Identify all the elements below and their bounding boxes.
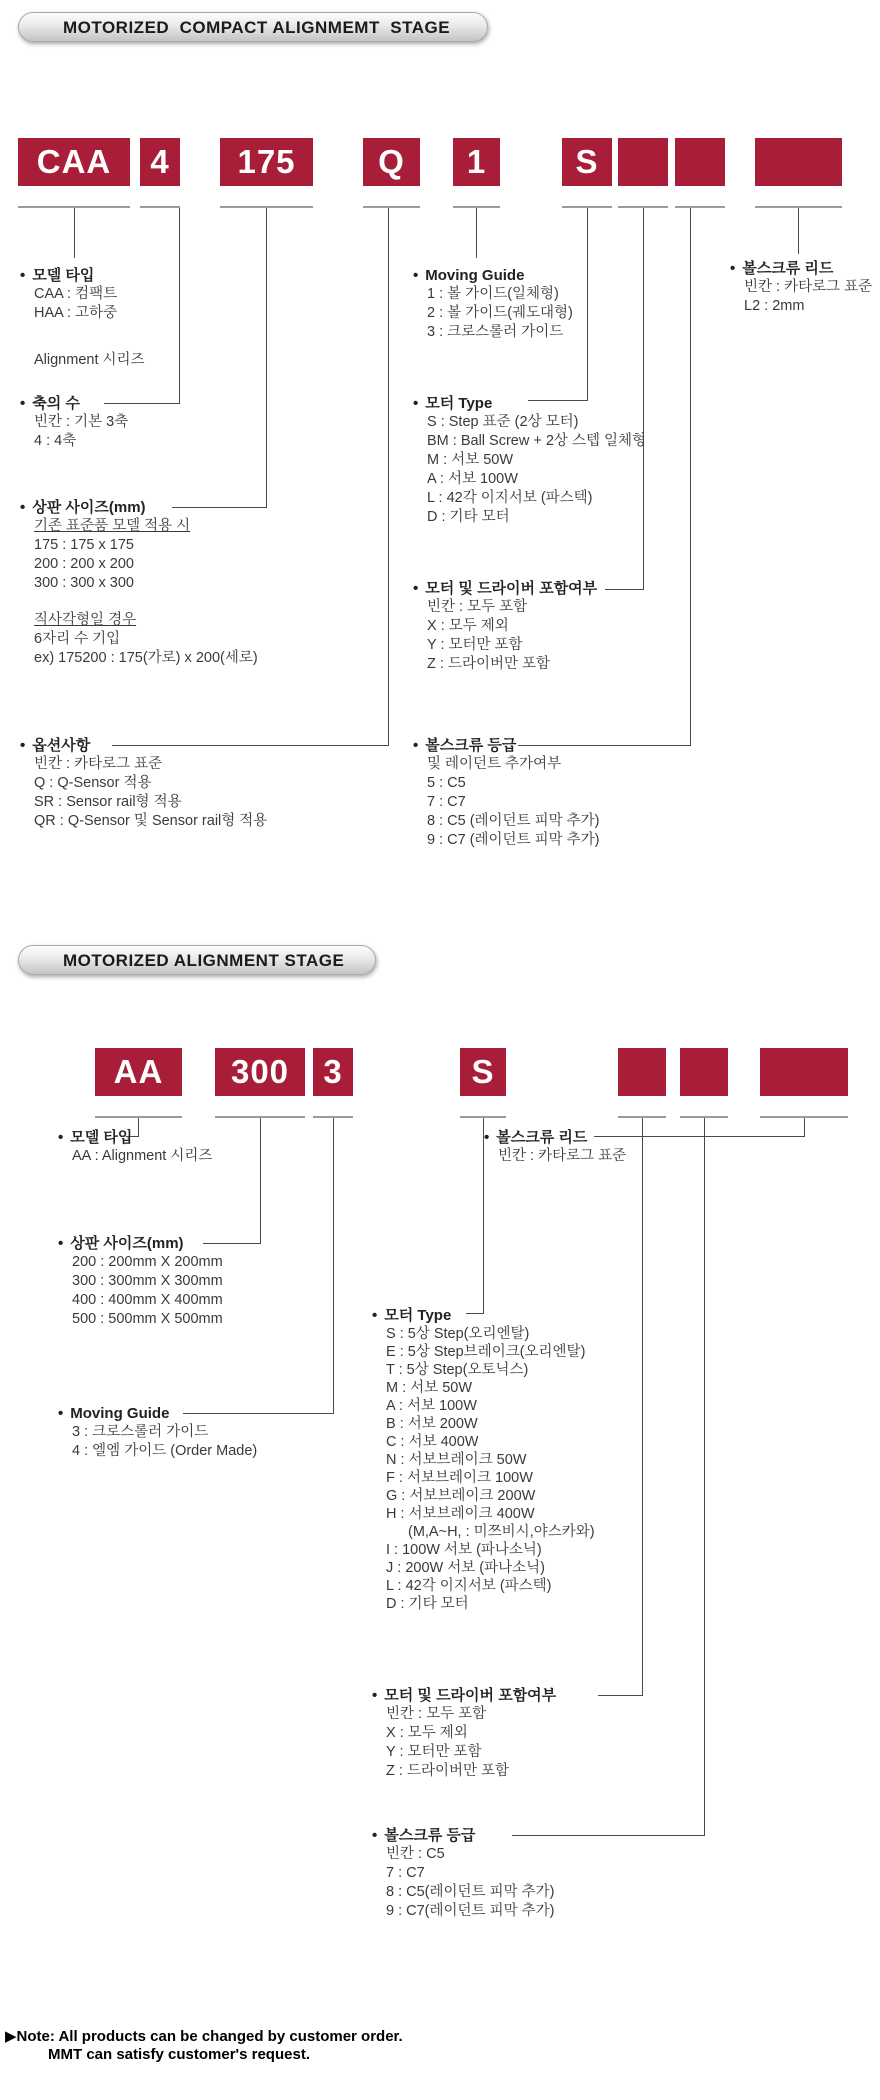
bullet-icon: • bbox=[20, 267, 26, 284]
motor-type-item: BM : Ball Screw + 2상 스텝 일체형 bbox=[427, 433, 647, 449]
heading-label: 모델 타입 bbox=[32, 267, 95, 284]
bullet-icon: • bbox=[58, 1129, 64, 1146]
connector-vertical bbox=[333, 1118, 334, 1414]
motor-type-item: A : 서보 100W bbox=[386, 1398, 477, 1414]
bullet-icon: • bbox=[20, 395, 26, 412]
bullet-icon: • bbox=[20, 737, 26, 754]
plate-size-item: ex) 175200 : 175(가로) x 200(세로) bbox=[34, 650, 258, 666]
motor-driver-incl-heading-2 bbox=[372, 1686, 556, 1705]
motor-driver-incl-heading bbox=[413, 579, 597, 598]
ballscrew-lead-item: 빈칸 : 카타로그 표준 bbox=[498, 1148, 627, 1164]
connector-vertical bbox=[587, 208, 588, 401]
plate-size-heading bbox=[20, 498, 258, 517]
ballscrew-lead-heading bbox=[730, 259, 872, 278]
connector-vertical bbox=[388, 208, 389, 746]
motor-driver-incl-item: X : 모두 제외 bbox=[386, 1725, 468, 1741]
bullet-icon: • bbox=[413, 737, 419, 754]
bullet-icon: • bbox=[20, 499, 26, 516]
tick-line bbox=[675, 206, 725, 208]
motor-type-item: F : 서보브레이크 100W bbox=[386, 1470, 533, 1486]
plate-size-item: 300 : 300 x 300 bbox=[34, 575, 134, 591]
code-box-grade-2 bbox=[680, 1048, 728, 1096]
axis-count-item: 4 : 4축 bbox=[34, 433, 77, 449]
heading-label: 모터 Type bbox=[384, 1307, 452, 1324]
plate-size-item: 400 : 400mm X 400mm bbox=[72, 1292, 223, 1308]
plate-size-item: 6자리 수 기입 bbox=[34, 631, 121, 647]
tick-line bbox=[140, 206, 180, 208]
ballscrew-lead-block bbox=[730, 259, 872, 316]
plate-size-heading-2 bbox=[58, 1234, 223, 1253]
bullet-icon: • bbox=[413, 395, 419, 412]
heading-label: 모터 Type bbox=[425, 395, 493, 412]
motor-type-item: G : 서보브레이크 200W bbox=[386, 1488, 536, 1504]
motor-type-item: N : 서보브레이크 50W bbox=[386, 1452, 527, 1468]
bullet-icon: • bbox=[372, 1307, 378, 1324]
code-box-axis: 4 bbox=[140, 138, 180, 186]
moving-guide-item: 2 : 볼 가이드(궤도대형) bbox=[427, 305, 573, 321]
moving-guide-item: 3 : 크로스롤러 가이드 bbox=[72, 1424, 209, 1440]
connector-vertical bbox=[260, 1118, 261, 1244]
model-type-item: Alignment 시리즈 bbox=[34, 352, 145, 368]
code-box-option: Q bbox=[363, 138, 420, 186]
options-item: SR : Sensor rail형 적용 bbox=[34, 794, 182, 810]
motor-driver-incl-item: X : 모두 제외 bbox=[427, 618, 509, 634]
motor-type-item: I : 100W 서보 (파나소닉) bbox=[386, 1542, 542, 1558]
ballscrew-grade-heading-2 bbox=[372, 1826, 554, 1845]
code-box-incl-2 bbox=[618, 1048, 666, 1096]
axis-count-item: 빈칸 : 기본 3축 bbox=[34, 414, 129, 430]
ballscrew-grade-item: 8 : C5 (레이던트 피막 추가) bbox=[427, 813, 600, 829]
options-item: QR : Q-Sensor 및 Sensor rail형 적용 bbox=[34, 813, 268, 829]
options-item: 빈칸 : 카타로그 표준 bbox=[34, 756, 163, 772]
model-type-block bbox=[20, 266, 145, 370]
heading-label: 볼스크류 리드 bbox=[496, 1129, 588, 1146]
footer-note-line1: ▶Note: All products can be changed by customer order. bbox=[5, 2028, 403, 2045]
heading-label: 볼스크류 리드 bbox=[742, 260, 834, 277]
ballscrew-grade-item: 5 : C5 bbox=[427, 775, 466, 791]
code-box-motor: S bbox=[562, 138, 612, 186]
motor-driver-incl-item: Y : 모터만 포함 bbox=[386, 1744, 482, 1760]
connector-vertical bbox=[704, 1118, 705, 1836]
connector-vertical bbox=[476, 208, 477, 258]
motor-type-item: T : 5상 Step(오토닉스) bbox=[386, 1362, 529, 1378]
motor-type-item: (M,A~H, : 미쯔비시,야스카와) bbox=[408, 1524, 595, 1540]
heading-label: 모터 및 드라이버 포함여부 bbox=[425, 580, 598, 597]
moving-guide-item: 1 : 볼 가이드(일체형) bbox=[427, 286, 559, 302]
code-box-incl bbox=[618, 138, 668, 186]
heading-label: Moving Guide bbox=[70, 1405, 170, 1422]
motor-type-heading bbox=[413, 394, 646, 413]
bullet-icon: • bbox=[372, 1687, 378, 1704]
connector-horizontal bbox=[605, 589, 644, 590]
code-box-lead-2 bbox=[760, 1048, 848, 1096]
model-type-heading bbox=[20, 266, 145, 285]
motor-type-item: C : 서보 400W bbox=[386, 1434, 479, 1450]
connector-vertical bbox=[179, 208, 180, 404]
connector-horizontal bbox=[598, 1695, 643, 1696]
connector-vertical bbox=[74, 208, 75, 258]
moving-guide-block bbox=[413, 266, 573, 342]
connector-vertical bbox=[642, 1118, 643, 1696]
code-box-guide-2: 3 bbox=[313, 1048, 353, 1096]
code-box-lead bbox=[755, 138, 842, 186]
motor-type-item: L : 42각 이지서보 (파스텍) bbox=[427, 490, 593, 506]
bullet-icon: • bbox=[413, 267, 419, 284]
heading-label: 축의 수 bbox=[32, 395, 80, 412]
connector-vertical bbox=[690, 208, 691, 746]
heading-label: 볼스크류 등급 bbox=[384, 1827, 476, 1844]
ballscrew-lead-block-2 bbox=[484, 1128, 626, 1166]
ballscrew-grade-block-2 bbox=[372, 1826, 554, 1921]
moving-guide-item: 4 : 엘엠 가이드 (Order Made) bbox=[72, 1443, 258, 1459]
options-block bbox=[20, 736, 267, 831]
heading-label: 옵션사항 bbox=[32, 737, 91, 754]
connector-vertical bbox=[804, 1118, 805, 1137]
heading-label: 모터 및 드라이버 포함여부 bbox=[384, 1687, 557, 1704]
ballscrew-grade-item: 9 : C7(레이던트 피막 추가) bbox=[386, 1903, 555, 1919]
moving-guide-block-2 bbox=[58, 1404, 257, 1461]
heading-label: Moving Guide bbox=[425, 267, 525, 284]
ballscrew-grade-block bbox=[413, 736, 599, 850]
motor-driver-incl-block-2 bbox=[372, 1686, 556, 1781]
moving-guide-heading-2 bbox=[58, 1404, 257, 1423]
code-box-size: 175 bbox=[220, 138, 313, 186]
axis-count-block bbox=[20, 394, 128, 451]
ballscrew-grade-item: 7 : C7 bbox=[386, 1865, 425, 1881]
bullet-icon: • bbox=[413, 580, 419, 597]
heading-label: 상판 사이즈(mm) bbox=[32, 499, 146, 516]
motor-type-item: L : 42각 이지서보 (파스텍) bbox=[386, 1578, 552, 1594]
ballscrew-grade-item: 8 : C5(레이던트 피막 추가) bbox=[386, 1884, 555, 1900]
code-box-guide: 1 bbox=[453, 138, 500, 186]
motor-type-item: M : 서보 50W bbox=[386, 1380, 473, 1396]
plate-size-block-2 bbox=[58, 1234, 223, 1329]
ballscrew-lead-item: L2 : 2mm bbox=[744, 298, 805, 314]
plate-size-item: 300 : 300mm X 300mm bbox=[72, 1273, 223, 1289]
motor-type-block-2 bbox=[372, 1306, 595, 1613]
ballscrew-grade-item: 및 레이던트 추가여부 bbox=[427, 756, 562, 772]
motor-type-item: H : 서보브레이크 400W bbox=[386, 1506, 535, 1522]
ballscrew-grade-item: 9 : C7 (레이던트 피막 추가) bbox=[427, 832, 600, 848]
ballscrew-lead-item: 빈칸 : 카타로그 표준 bbox=[744, 279, 873, 295]
code-box-grade bbox=[675, 138, 725, 186]
section1-title-banner: MOTORIZED COMPACT ALIGNMEMT STAGE bbox=[18, 12, 488, 42]
motor-type-item: D : 기타 모터 bbox=[386, 1596, 469, 1612]
axis-count-heading bbox=[20, 394, 128, 413]
motor-driver-incl-item: Z : 드라이버만 포함 bbox=[386, 1763, 510, 1779]
heading-label: 상판 사이즈(mm) bbox=[70, 1235, 184, 1252]
motor-type-item: A : 서보 100W bbox=[427, 471, 518, 487]
plate-size-item: 기존 표준품 모델 적용 시 bbox=[34, 518, 191, 534]
motor-driver-incl-block bbox=[413, 579, 597, 674]
bullet-icon: • bbox=[372, 1827, 378, 1844]
options-heading bbox=[20, 736, 267, 755]
model-type-item: CAA : 컴팩트 bbox=[34, 286, 118, 302]
section2-title-banner: MOTORIZED ALIGNMENT STAGE bbox=[18, 945, 376, 975]
moving-guide-item: 3 : 크로스롤러 가이드 bbox=[427, 324, 564, 340]
code-box-model: CAA bbox=[18, 138, 130, 186]
moving-guide-heading bbox=[413, 266, 573, 285]
options-item: Q : Q-Sensor 적용 bbox=[34, 775, 152, 791]
footer-note bbox=[5, 2028, 403, 2064]
heading-label: 볼스크류 등급 bbox=[425, 737, 517, 754]
motor-type-item: E : 5상 Step브레이크(오리엔탈) bbox=[386, 1344, 586, 1360]
model-type-block-2 bbox=[58, 1128, 212, 1166]
code-box-model-2: AA bbox=[95, 1048, 182, 1096]
plate-size-item: 200 : 200 x 200 bbox=[34, 556, 134, 572]
motor-type-item: B : 서보 200W bbox=[386, 1416, 478, 1432]
bullet-icon: • bbox=[58, 1405, 64, 1422]
heading-label: 모델 타입 bbox=[70, 1129, 133, 1146]
motor-type-item: M : 서보 50W bbox=[427, 452, 514, 468]
model-type-item: HAA : 고하중 bbox=[34, 305, 118, 321]
model-type-item: AA : Alignment 시리즈 bbox=[72, 1148, 213, 1164]
connector-vertical bbox=[266, 208, 267, 508]
motor-driver-incl-item: 빈칸 : 모두 포함 bbox=[386, 1706, 487, 1722]
motor-type-item: J : 200W 서보 (파나소닉) bbox=[386, 1560, 545, 1576]
ballscrew-grade-item: 빈칸 : C5 bbox=[386, 1846, 445, 1862]
bullet-icon: • bbox=[730, 260, 736, 277]
bullet-icon: • bbox=[484, 1129, 490, 1146]
ballscrew-grade-item: 7 : C7 bbox=[427, 794, 466, 810]
plate-size-item: 500 : 500mm X 500mm bbox=[72, 1311, 223, 1327]
ballscrew-grade-heading bbox=[413, 736, 599, 755]
connector-vertical bbox=[798, 208, 799, 254]
code-box-motor-2: S bbox=[460, 1048, 506, 1096]
motor-type-item: S : Step 표준 (2상 모터) bbox=[427, 414, 579, 430]
motor-type-heading-2 bbox=[372, 1306, 595, 1325]
motor-driver-incl-item: Z : 드라이버만 포함 bbox=[427, 656, 551, 672]
ballscrew-lead-heading-2 bbox=[484, 1128, 626, 1147]
motor-driver-incl-item: Y : 모터만 포함 bbox=[427, 637, 523, 653]
tick-line bbox=[363, 206, 420, 208]
motor-driver-incl-item: 빈칸 : 모두 포함 bbox=[427, 599, 528, 615]
model-type-heading-2 bbox=[58, 1128, 212, 1147]
plate-size-item: 175 : 175 x 175 bbox=[34, 537, 134, 553]
motor-type-item: D : 기타 모터 bbox=[427, 509, 510, 525]
plate-size-item: 200 : 200mm X 200mm bbox=[72, 1254, 223, 1270]
footer-note-line2: MMT can satisfy customer's request. bbox=[48, 2046, 310, 2063]
plate-size-block bbox=[20, 498, 258, 668]
bullet-icon: • bbox=[58, 1235, 64, 1252]
code-box-size-2: 300 bbox=[215, 1048, 305, 1096]
motor-type-block bbox=[413, 394, 646, 527]
plate-size-item: 직사각형일 경우 bbox=[34, 612, 137, 628]
motor-type-item: S : 5상 Step(오리엔탈) bbox=[386, 1326, 530, 1342]
